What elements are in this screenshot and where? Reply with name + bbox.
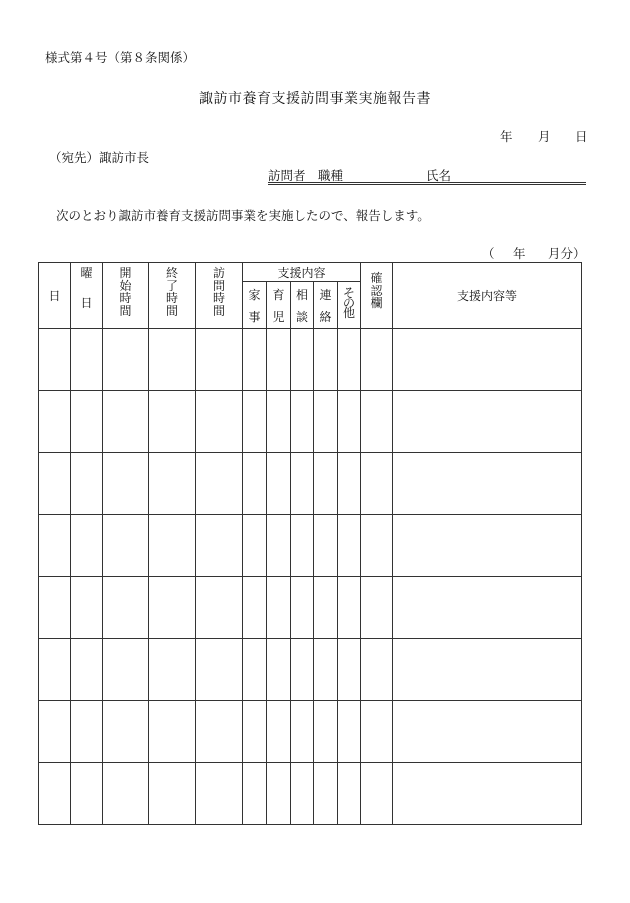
entry-cell[interactable] [393,515,582,577]
entry-cell[interactable] [71,391,103,453]
entry-cell[interactable] [71,329,103,391]
entry-cell[interactable] [243,329,267,391]
entry-cell[interactable] [291,329,314,391]
entry-cell[interactable] [196,391,243,453]
table-row [39,701,582,763]
entry-cell[interactable] [71,639,103,701]
entry-cell[interactable] [149,639,196,701]
entry-cell[interactable] [393,701,582,763]
entry-cell[interactable] [71,701,103,763]
entry-cell[interactable] [338,329,361,391]
vchar: 時 [165,291,178,305]
col-details-header: 支援内容等 [393,263,582,329]
entry-cell[interactable] [103,453,149,515]
entry-cell[interactable] [103,577,149,639]
vchar: 終 [165,266,178,280]
entry-cell[interactable] [361,515,393,577]
date-month-label: 月 [538,129,551,144]
table-body [39,329,582,825]
entry-cell[interactable] [314,453,338,515]
addressee: （宛先）諏訪市長 [49,150,150,165]
vchar: 間 [165,303,178,318]
report-table [38,262,582,825]
entry-cell[interactable] [103,639,149,701]
entry-cell[interactable] [291,391,314,453]
support-housework-header [243,282,267,329]
entry-cell[interactable] [361,701,393,763]
entry-cell[interactable] [149,391,196,453]
table-row [39,329,582,391]
entry-cell[interactable] [314,763,338,825]
col-end-header [149,263,196,329]
support-group-header: 支援内容 [243,263,361,282]
weekday-char-1: 曜 [80,266,93,280]
form-number: 様式第４号（第８条関係） [45,50,196,65]
vchar: 間 [212,303,225,318]
entry-cell[interactable] [196,763,243,825]
period-month-label: 月分） [548,246,586,261]
entry-cell[interactable] [267,391,291,453]
vchar: 時 [119,291,132,305]
entry-cell[interactable] [361,639,393,701]
entry-cell[interactable] [291,639,314,701]
entry-cell[interactable] [71,453,103,515]
support-childcare-header [267,282,291,329]
entry-cell[interactable] [291,453,314,515]
vchar: 開 [119,266,132,280]
entry-cell[interactable] [71,515,103,577]
entry-cell[interactable] [103,701,149,763]
entry-cell[interactable] [314,391,338,453]
vchar: の [342,296,355,310]
entry-cell[interactable] [291,577,314,639]
entry-cell[interactable] [243,639,267,701]
entry-cell[interactable] [314,577,338,639]
entry-cell[interactable] [39,453,71,515]
entry-cell[interactable] [393,391,582,453]
entry-cell[interactable] [243,391,267,453]
table-row [39,639,582,701]
period-year-label: 年 [513,246,526,261]
vchar: 事 [248,310,261,324]
entry-cell[interactable] [39,515,71,577]
vchar: 相 [295,288,308,302]
entry-cell[interactable] [291,701,314,763]
name-label: 氏名 [426,168,452,183]
entry-cell[interactable] [243,515,267,577]
entry-cell[interactable] [361,391,393,453]
vchar: 欄 [370,296,383,310]
vchar: 他 [342,306,355,320]
table-row [39,515,582,577]
entry-cell[interactable] [338,577,361,639]
entry-cell[interactable] [149,453,196,515]
vchar: 訪 [212,266,225,280]
vchar: 談 [295,310,308,324]
entry-cell[interactable] [338,453,361,515]
entry-cell[interactable] [314,639,338,701]
vchar: 時 [212,291,225,305]
entry-cell[interactable] [103,391,149,453]
support-contact-header [314,282,338,329]
table-row [39,763,582,825]
entry-cell[interactable] [149,577,196,639]
entry-cell[interactable] [291,763,314,825]
entry-cell[interactable] [39,763,71,825]
entry-cell[interactable] [338,763,361,825]
entry-cell[interactable] [314,329,338,391]
vchar: 連 [319,288,332,302]
vchar: 育 [272,288,285,302]
entry-cell[interactable] [39,391,71,453]
entry-cell[interactable] [39,329,71,391]
visitor-label: 訪問者 [268,168,306,183]
vchar: そ [342,286,355,300]
entry-cell[interactable] [393,329,582,391]
entry-cell[interactable] [338,391,361,453]
entry-cell[interactable] [267,701,291,763]
entry-cell[interactable] [314,701,338,763]
col-visit-header [196,263,243,329]
table-row [39,453,582,515]
entry-cell[interactable] [243,577,267,639]
col-start-header [103,263,149,329]
entry-cell[interactable] [243,701,267,763]
entry-cell[interactable] [71,577,103,639]
entry-cell[interactable] [267,639,291,701]
entry-cell[interactable] [196,329,243,391]
entry-cell[interactable] [314,515,338,577]
vchar: 認 [370,283,383,298]
table-row [39,577,582,639]
entry-cell[interactable] [149,701,196,763]
entry-cell[interactable] [243,453,267,515]
vchar: 絡 [319,310,332,324]
col-weekday-header [71,263,103,329]
support-consult-header [291,282,314,329]
entry-cell[interactable] [393,453,582,515]
entry-cell[interactable] [149,329,196,391]
entry-cell[interactable] [361,453,393,515]
entry-cell[interactable] [39,577,71,639]
entry-cell[interactable] [149,763,196,825]
page-title: 諏訪市養育支援訪問事業実施報告書 [199,91,431,107]
entry-cell[interactable] [267,515,291,577]
vchar: 間 [119,303,132,318]
entry-cell[interactable] [103,763,149,825]
weekday-char-2: 日 [80,295,93,310]
col-day-header: 日 [39,263,71,329]
entry-cell[interactable] [71,763,103,825]
vchar: 家 [248,288,261,302]
entry-cell[interactable] [196,577,243,639]
entry-cell[interactable] [291,515,314,577]
entry-cell[interactable] [196,639,243,701]
date-day-label: 日 [575,129,588,144]
entry-cell[interactable] [393,763,582,825]
entry-cell[interactable] [243,763,267,825]
intro-text: 次のとおり諏訪市養育支援訪問事業を実施したので、報告します。 [56,208,430,223]
entry-cell[interactable] [149,515,196,577]
entry-cell[interactable] [338,701,361,763]
entry-cell[interactable] [196,515,243,577]
vchar: 確 [370,271,383,285]
entry-cell[interactable] [393,639,582,701]
entry-cell[interactable] [361,329,393,391]
period-open: （ [482,246,495,261]
vchar: 問 [212,278,225,293]
col-confirm-header [361,263,393,329]
entry-cell[interactable] [393,577,582,639]
entry-cell[interactable] [39,639,71,701]
entry-cell[interactable] [196,453,243,515]
entry-cell[interactable] [39,701,71,763]
vchar: 了 [165,278,178,293]
entry-cell[interactable] [267,577,291,639]
position-label: 職種 [318,168,344,183]
date-year-label: 年 [500,129,513,144]
vchar: 始 [119,278,132,293]
entry-cell[interactable] [267,453,291,515]
entry-cell[interactable] [361,763,393,825]
entry-cell[interactable] [103,329,149,391]
entry-cell[interactable] [267,329,291,391]
entry-cell[interactable] [361,577,393,639]
entry-cell[interactable] [103,515,149,577]
support-other-header [338,282,361,329]
table-row [39,391,582,453]
vchar: 児 [272,310,285,324]
visitor-line [268,166,586,185]
entry-cell[interactable] [267,763,291,825]
entry-cell[interactable] [338,639,361,701]
entry-cell[interactable] [196,701,243,763]
entry-cell[interactable] [338,515,361,577]
